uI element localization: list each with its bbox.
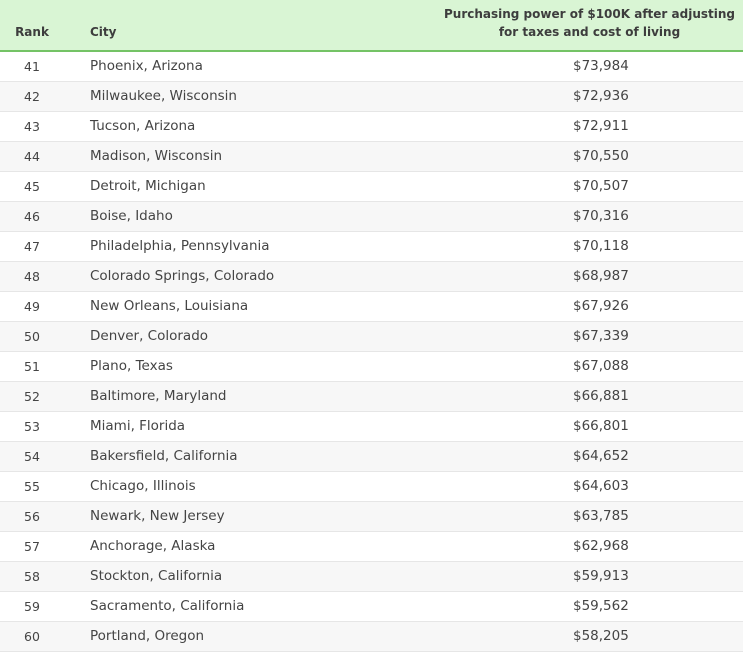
header-purchasing-power-label: Purchasing power of $100K after adjusting for taxes and cost of living xyxy=(443,7,735,39)
rank-cell: 46 xyxy=(0,201,64,231)
table-header xyxy=(0,0,743,51)
rank-cell: 45 xyxy=(0,171,64,201)
purchasing-power-cell: $67,339 xyxy=(376,321,743,351)
table-row xyxy=(0,471,743,501)
city-cell: Colorado Springs, Colorado xyxy=(64,261,376,291)
city-cell: Boise, Idaho xyxy=(64,201,376,231)
purchasing-power-cell: $59,913 xyxy=(376,561,743,591)
table-row xyxy=(0,531,743,561)
purchasing-power-cell: $72,911 xyxy=(376,111,743,141)
rank-cell: 48 xyxy=(0,261,64,291)
header-purchasing-power xyxy=(376,0,743,51)
table-row xyxy=(0,261,743,291)
city-cell: Philadelphia, Pennsylvania xyxy=(64,231,376,261)
table-row xyxy=(0,231,743,261)
purchasing-power-cell: $62,968 xyxy=(376,531,743,561)
table-row xyxy=(0,81,743,111)
purchasing-power-cell: $58,205 xyxy=(376,621,743,651)
table-row xyxy=(0,381,743,411)
rank-cell: 51 xyxy=(0,351,64,381)
table-row xyxy=(0,321,743,351)
city-cell: Anchorage, Alaska xyxy=(64,531,376,561)
city-cell: Bakersfield, California xyxy=(64,441,376,471)
city-cell: Madison, Wisconsin xyxy=(64,141,376,171)
purchasing-power-cell: $64,603 xyxy=(376,471,743,501)
purchasing-power-cell: $70,507 xyxy=(376,171,743,201)
table-row xyxy=(0,291,743,321)
city-cell: Newark, New Jersey xyxy=(64,501,376,531)
purchasing-power-cell: $66,801 xyxy=(376,411,743,441)
header-row xyxy=(0,0,743,51)
rank-cell: 44 xyxy=(0,141,64,171)
purchasing-power-cell: $72,936 xyxy=(376,81,743,111)
purchasing-power-cell: $67,926 xyxy=(376,291,743,321)
city-cell: Tucson, Arizona xyxy=(64,111,376,141)
purchasing-power-cell: $63,785 xyxy=(376,501,743,531)
city-cell: Stockton, California xyxy=(64,561,376,591)
table-row xyxy=(0,351,743,381)
city-cell: Sacramento, California xyxy=(64,591,376,621)
city-cell: Portland, Oregon xyxy=(64,621,376,651)
city-cell: Milwaukee, Wisconsin xyxy=(64,81,376,111)
rank-cell: 47 xyxy=(0,231,64,261)
purchasing-power-cell: $73,984 xyxy=(376,51,743,81)
rank-cell: 42 xyxy=(0,81,64,111)
table-row xyxy=(0,591,743,621)
purchasing-power-cell: $67,088 xyxy=(376,351,743,381)
city-cell: Plano, Texas xyxy=(64,351,376,381)
rank-cell: 55 xyxy=(0,471,64,501)
header-city: City xyxy=(64,0,376,51)
city-cell: Chicago, Illinois xyxy=(64,471,376,501)
table-row xyxy=(0,441,743,471)
rank-cell: 60 xyxy=(0,621,64,651)
table-row xyxy=(0,171,743,201)
city-cell: New Orleans, Louisiana xyxy=(64,291,376,321)
purchasing-power-cell: $66,881 xyxy=(376,381,743,411)
table-row xyxy=(0,561,743,591)
table-row xyxy=(0,501,743,531)
city-cell: Miami, Florida xyxy=(64,411,376,441)
rank-cell: 49 xyxy=(0,291,64,321)
purchasing-power-cell: $70,118 xyxy=(376,231,743,261)
purchasing-power-cell: $70,316 xyxy=(376,201,743,231)
rank-cell: 59 xyxy=(0,591,64,621)
rank-cell: 56 xyxy=(0,501,64,531)
rank-cell: 58 xyxy=(0,561,64,591)
table-row xyxy=(0,411,743,441)
city-cell: Baltimore, Maryland xyxy=(64,381,376,411)
rank-cell: 50 xyxy=(0,321,64,351)
purchasing-power-cell: $70,550 xyxy=(376,141,743,171)
rank-cell: 57 xyxy=(0,531,64,561)
table-body xyxy=(0,51,743,651)
rank-cell: 52 xyxy=(0,381,64,411)
city-cell: Denver, Colorado xyxy=(64,321,376,351)
purchasing-power-cell: $59,562 xyxy=(376,591,743,621)
purchasing-power-cell: $64,652 xyxy=(376,441,743,471)
rank-cell: 41 xyxy=(0,51,64,81)
table-row xyxy=(0,621,743,651)
rank-cell: 43 xyxy=(0,111,64,141)
table-row xyxy=(0,141,743,171)
header-rank: Rank xyxy=(0,0,64,51)
purchasing-power-cell: $68,987 xyxy=(376,261,743,291)
table-row xyxy=(0,201,743,231)
rank-cell: 54 xyxy=(0,441,64,471)
rank-cell: 53 xyxy=(0,411,64,441)
city-cell: Phoenix, Arizona xyxy=(64,51,376,81)
table-row xyxy=(0,111,743,141)
table-row xyxy=(0,51,743,81)
city-cell: Detroit, Michigan xyxy=(64,171,376,201)
